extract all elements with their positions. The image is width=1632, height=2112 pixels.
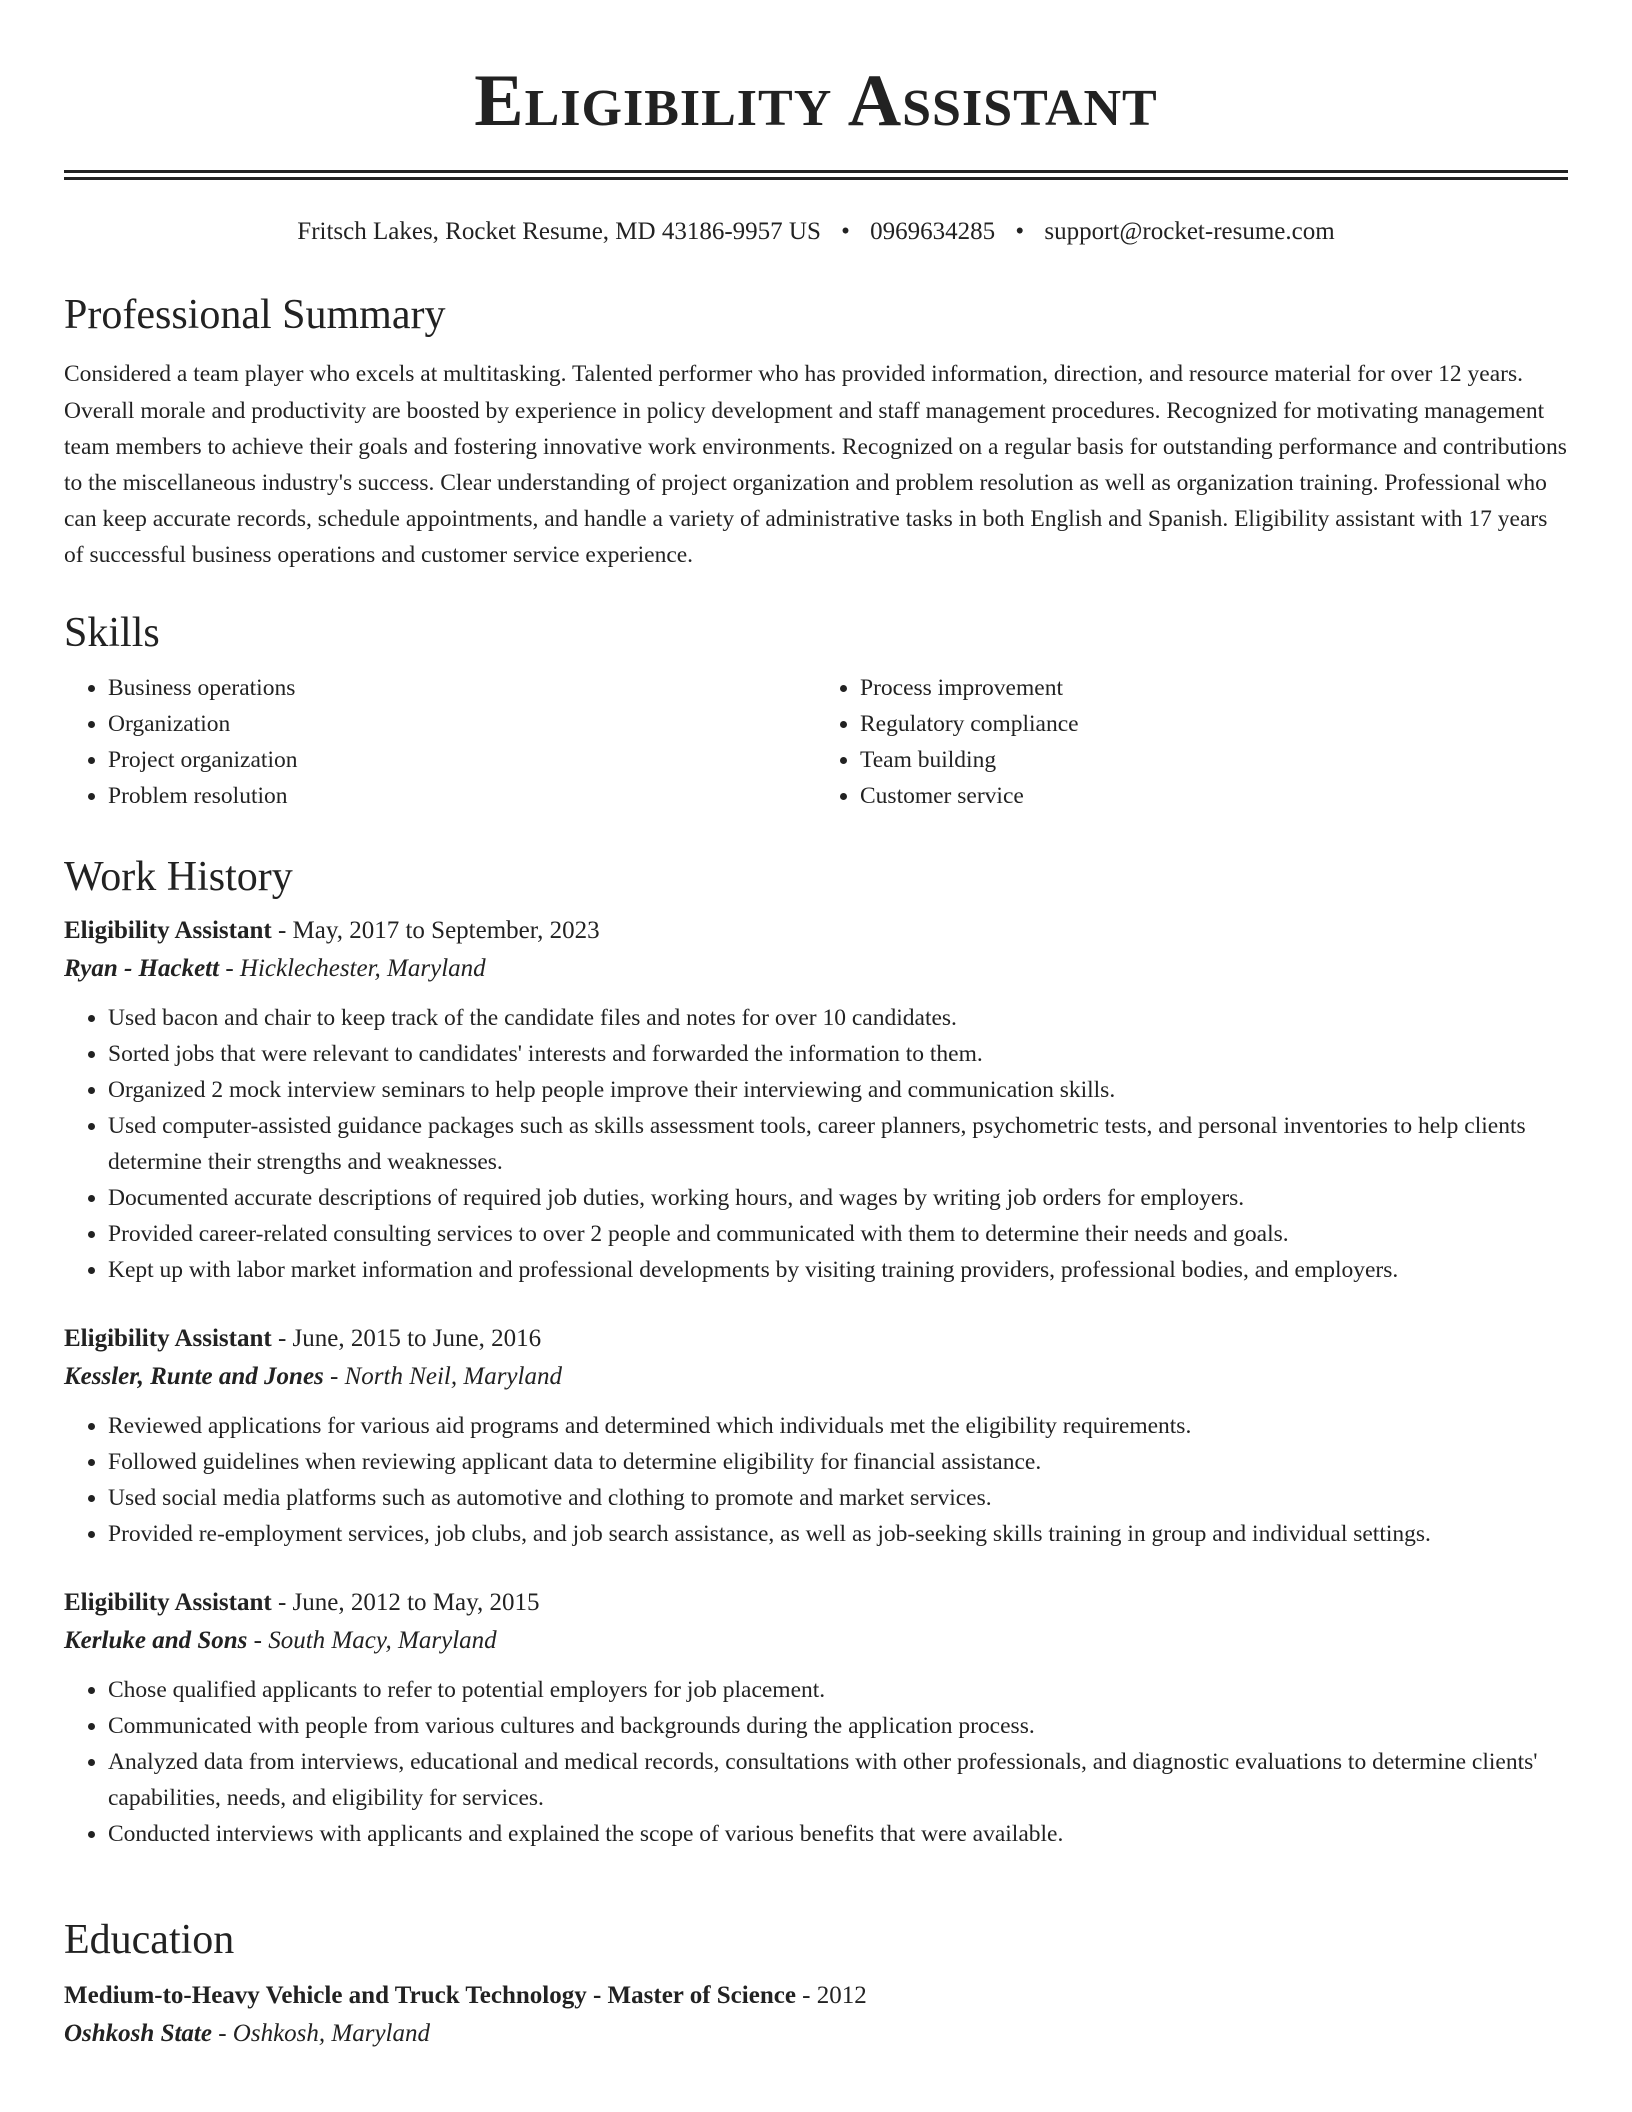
skills-heading: Skills [64, 610, 160, 656]
job-company: Kessler, Runte and Jones [64, 1363, 324, 1391]
job-title-line [64, 1320, 1568, 1358]
job-company: Ryan - Hackett [64, 955, 220, 983]
job-entry [64, 912, 1568, 1288]
job-bullet: • Conducted interviews with applicants and explained the scope of various benefits that were available. [108, 1816, 1568, 1852]
skills-right-list [816, 670, 1568, 814]
contact-separator: • [1015, 218, 1025, 245]
job-bullets [64, 1672, 1568, 1852]
school-name: Oshkosh State [64, 2020, 212, 2048]
contact-phone: 0969634285 [870, 218, 996, 245]
job-dates: - June, 2015 to June, 2016 [271, 1325, 542, 1353]
job-location: - North Neil, Maryland [323, 1363, 562, 1391]
job-bullet: • Communicated with people from various cultures and backgrounds during the application process. [108, 1708, 1568, 1744]
job-bullets [64, 1408, 1568, 1552]
job-bullets [64, 1000, 1568, 1288]
work-heading: Work History [64, 854, 293, 900]
job-bullet: • Sorted jobs that were relevant to candidates' interests and forwarded the information to them. [108, 1036, 1568, 1072]
job-dates: - June, 2012 to May, 2015 [271, 1589, 540, 1617]
job-title: Eligibility Assistant [64, 1589, 272, 1617]
job-company-line [64, 950, 1568, 988]
skill-item: • Project organization [108, 742, 816, 778]
contact-email[interactable]: support@rocket-resume.com [1044, 218, 1335, 245]
degree-line [64, 1977, 1568, 2015]
work-section [64, 852, 1568, 1852]
skill-item: • Regulatory compliance [860, 706, 1568, 742]
job-bullet: • Reviewed applications for various aid programs and determined which individuals met the eligibility requirements. [108, 1408, 1568, 1444]
resume-page [64, 0, 1568, 2048]
job-company-line [64, 1622, 1568, 1660]
job-dates: - May, 2017 to September, 2023 [271, 917, 600, 945]
job-company-line [64, 1358, 1568, 1396]
job-title-line [64, 1584, 1568, 1622]
skills-section [64, 608, 1568, 814]
job-bullet: • Organized 2 mock interview seminars to help people improve their interviewing and communication skills. [108, 1072, 1568, 1108]
job-location: - Hicklechester, Maryland [219, 955, 486, 983]
job-bullet: • Chose qualified applicants to refer to potential employers for job placement. [108, 1672, 1568, 1708]
resume-name: Eligibility Assistant [474, 60, 1158, 142]
education-section [64, 1915, 1568, 2053]
job-bullet: • Analyzed data from interviews, educational and medical records, consultations with other professionals, and diagnostic evaluations to determine clients' capabilities, needs, and eligibility for services. [108, 1744, 1568, 1816]
job-bullet: • Provided re-employment services, job clubs, and job search assistance, as well as job-seeking skills training in group and individual settings. [108, 1516, 1568, 1552]
skill-item: • Organization [108, 706, 816, 742]
school-line [64, 2015, 1568, 2053]
job-title-line [64, 912, 1568, 950]
job-title: Eligibility Assistant [64, 917, 272, 945]
job-bullet: • Followed guidelines when reviewing applicant data to determine eligibility for financial assistance. [108, 1444, 1568, 1480]
education-heading: Education [64, 1917, 235, 1963]
job-bullet: • Used social media platforms such as automotive and clothing to promote and market services. [108, 1480, 1568, 1516]
job-bullet: • Used bacon and chair to keep track of the candidate files and notes for over 10 candidates. [108, 1000, 1568, 1036]
education-entry [64, 1977, 1568, 2053]
job-bullet: • Provided career-related consulting services to over 2 people and communicated with them to determine their needs and goals. [108, 1216, 1568, 1252]
degree-year: - 2012 [795, 1982, 867, 2010]
summary-heading: Professional Summary [64, 292, 446, 338]
job-bullet: • Used computer-assisted guidance packages such as skills assessment tools, career planners, psychometric tests, and personal inventories to help clients determine their strengths and weaknesses. [108, 1108, 1568, 1180]
skill-item: • Customer service [860, 778, 1568, 814]
job-entry [64, 1320, 1568, 1552]
job-bullet: • Kept up with labor market information and professional developments by visiting training providers, professional bodies, and employers. [108, 1252, 1568, 1288]
skill-item: • Problem resolution [108, 778, 816, 814]
contact-line [64, 217, 1568, 247]
job-title: Eligibility Assistant [64, 1325, 272, 1353]
skill-item: • Team building [860, 742, 1568, 778]
job-location: - South Macy, Maryland [247, 1627, 497, 1655]
header-double-rule [64, 170, 1568, 180]
skill-item: • Process improvement [860, 670, 1568, 706]
summary-section [64, 290, 1568, 574]
contact-address: Fritsch Lakes, Rocket Resume, MD 43186-9957 US [297, 218, 821, 245]
job-company: Kerluke and Sons [64, 1627, 248, 1655]
contact-separator: • [841, 218, 850, 245]
job-entry [64, 1584, 1568, 1852]
school-location: - Oshkosh, Maryland [211, 2020, 430, 2048]
job-bullet: • Documented accurate descriptions of required job duties, working hours, and wages by writing job orders for employers. [108, 1180, 1568, 1216]
skill-item: • Business operations [108, 670, 816, 706]
skills-left-list [64, 670, 816, 814]
skills-columns [64, 670, 1568, 814]
degree: Medium-to-Heavy Vehicle and Truck Technology - Master of Science [64, 1982, 796, 2010]
summary-text: Considered a team player who excels at multitasking. Talented performer who has provided information, direction, and resource material for over 12 years. Overall morale and productivity are boosted by experience in policy development and staff management procedures. Recognized for motivating management team members to achieve their goals and fostering innovative work environments. Recognized on a regular basis for outstanding performance and contributions to the miscellaneous industry's success. Clear understanding of project organization and problem resolution as well as organization training. Professional who can keep accurate records, schedule appointments, and handle a variety of administrative tasks in both English and Spanish. Eligibility assistant with 17 years of successful business operations and customer service experience. [64, 361, 1567, 569]
